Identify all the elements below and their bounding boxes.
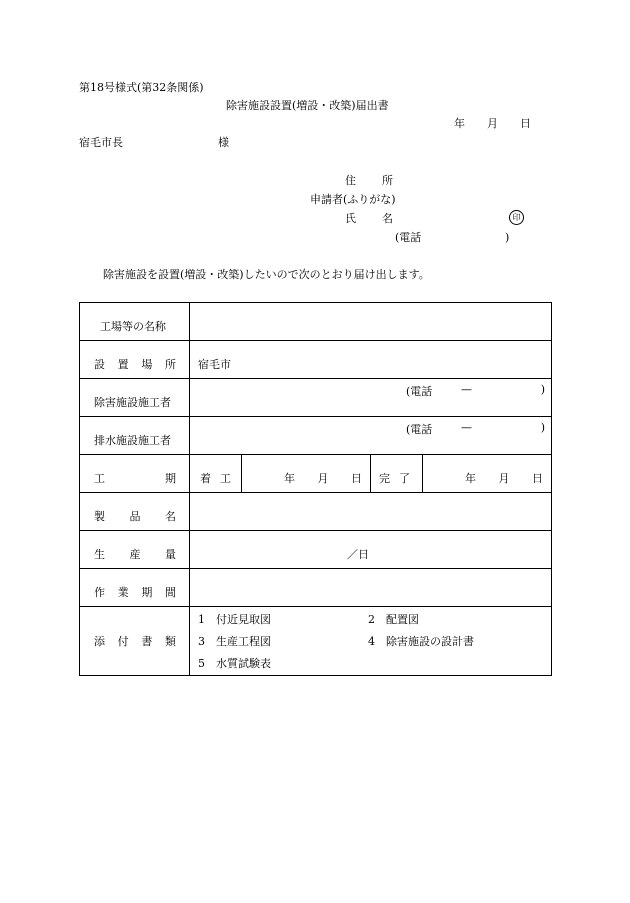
name-label-2: 名 [382, 212, 393, 225]
attachment-item: 2 配置図 [368, 613, 419, 626]
applicant-phone-close: ) [505, 231, 510, 244]
start-label: 着 工 [190, 455, 242, 493]
period-label: 工 期 [80, 455, 190, 493]
production-field[interactable]: ／日 [190, 531, 552, 569]
contractor-label: 除害施設施工者 [80, 379, 190, 417]
location-label: 設 置 場 所 [80, 341, 190, 379]
seal-icon: 印 [509, 210, 524, 225]
factory-name-field[interactable] [190, 303, 552, 341]
start-date-field[interactable]: 年 月 日 [242, 455, 371, 493]
location-field[interactable]: 宿毛市 [190, 341, 552, 379]
end-label: 完 了 [371, 455, 423, 493]
attachment-item: 3 生産工程図 [198, 635, 271, 648]
production-label: 生 産 量 [80, 531, 190, 569]
row-product [80, 493, 552, 531]
document-title: 除害施設設置(増設・改築)届出書 [226, 99, 389, 112]
row-drainage [80, 417, 552, 455]
contractor-phone-field[interactable]: (電話 — ) [190, 379, 552, 417]
row-production [80, 531, 552, 569]
form-number: 第18号様式(第32条関係) [79, 81, 204, 94]
product-field[interactable] [190, 493, 552, 531]
address-label-1: 住 [345, 174, 356, 187]
product-label: 製 品 名 [80, 493, 190, 531]
factory-name-label: 工場等の名称 [80, 303, 190, 341]
notification-table [79, 302, 552, 676]
end-date-field[interactable]: 年 月 日 [423, 455, 552, 493]
drainage-label: 排水施設施工者 [80, 417, 190, 455]
name-label-1: 氏 [345, 212, 356, 225]
attachments-label: 添 付 書 類 [80, 607, 190, 676]
drainage-phone-field[interactable]: (電話 — ) [190, 417, 552, 455]
attachment-item: 5 水質試験表 [198, 657, 271, 670]
work-period-field[interactable] [190, 569, 552, 607]
applicant-phone-open: (電話 [395, 231, 422, 244]
row-contractor [80, 379, 552, 417]
address-label-2: 所 [382, 174, 393, 187]
row-location [80, 341, 552, 379]
month-label: 月 [487, 117, 498, 130]
row-work-period [80, 569, 552, 607]
day-label: 日 [520, 117, 531, 130]
work-period-label: 作 業 期 間 [80, 569, 190, 607]
honorific: 様 [218, 136, 229, 149]
row-period [80, 455, 552, 493]
row-attachments [80, 607, 552, 676]
row-factory-name [80, 303, 552, 341]
addressee: 宿毛市長 [79, 136, 123, 149]
year-label: 年 [454, 117, 465, 130]
furigana-label: 申請者(ふりがな) [310, 193, 396, 206]
attachments-list [190, 607, 552, 676]
intro-text: 除害施設を設置(増設・改築)したいので次のとおり届け出します。 [103, 268, 430, 281]
attachment-item: 4 除害施設の設計書 [368, 635, 474, 648]
attachment-item: 1 付近見取図 [198, 613, 271, 626]
